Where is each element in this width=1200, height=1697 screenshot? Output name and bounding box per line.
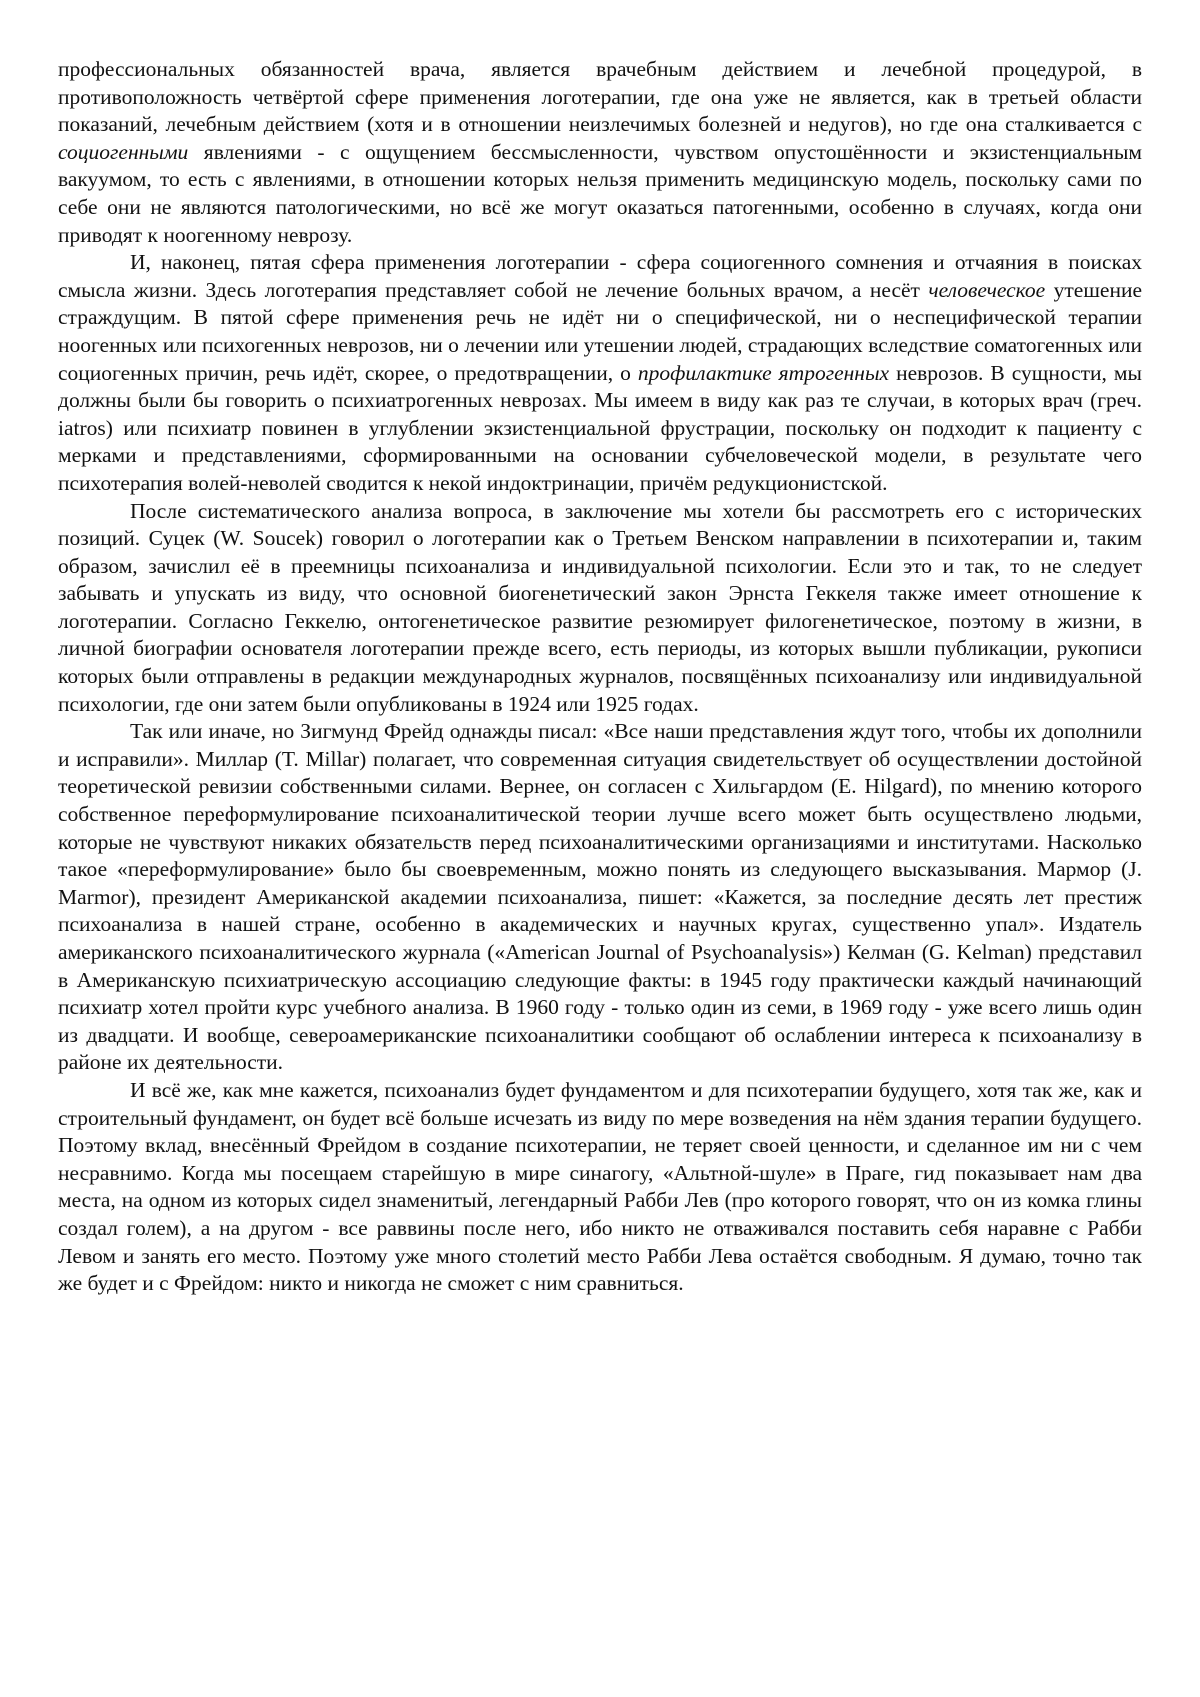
paragraph-text: неврозов. В сущности, мы должны были бы говорить о психиатрогенных неврозах. Мы имеем в виду как раз те случаи, в которых врач (греч. iatros) или психиатр повинен в углублении экзистенциальной фрустрации, поскольку он подходит к пациенту с мерками и представлениями, сформированными на основании субчеловеческой модели, в результате чего психотерапия волей-неволей сводится к некой индоктринации, причём редукционистской. <box>58 360 1142 495</box>
paragraph-text: После систематического анализа вопроса, в заключение мы хотели бы рассмотреть его с исторических позиций. Суцек (W. Soucek) говорил о логотерапии как о Третьем Венском направлении в психотерапии и, таким образом, зачислил её в преемницы психоанализа и индивидуальной психологии. Если это и так, то не следует забывать и упускать из виду, что основной биогенетический закон Эрнста Геккеля также имеет отношение к логотерапии. Согласно Геккелю, онтогенетическое развитие резюмирует филогенетическое, поэтому в жизни, в личной биографии основателя логотерапии прежде всего, есть периоды, из которых вышли публикации, рукописи которых были отправлены в редакции международных журналов, посвящённых психоанализу или индивидуальной психологии, где они затем были опубликованы в 1924 или 1925 годах. <box>58 498 1142 716</box>
paragraph-freud-revision <box>58 718 1142 1077</box>
paragraph-historical-positions <box>58 498 1142 719</box>
paragraph-emphasis: социогенными <box>58 139 189 164</box>
document-page <box>58 56 1142 1298</box>
paragraph-text: утешение страждущим. В пятой сфере применения речь не идёт ни о специфической, ни о неспецифической терапии ноогенных или психогенных неврозов, ни о лечении или утешении людей, страдающих вследствие соматогенных или социогенных причин, речь идёт, скорее, о предотвращении, о <box>58 277 1142 385</box>
paragraph-continuation-logotherapy-fourth-sphere <box>58 56 1142 249</box>
paragraph-text: И, наконец, пятая сфера применения логотерапии - сфера социогенного сомнения и отчаяния в поисках смысла жизни. Здесь логотерапия представляет собой не лечение больных врачом, а несёт <box>58 250 1142 302</box>
paragraph-text: Так или иначе, но Зигмунд Фрейд однажды писал: «Все наши представления ждут того, чтобы их дополнили и исправили». Миллар (T. Millar) полагает, что современная ситуация свидетельствует об осуществлении достойной теоретической ревизии собственными силами. Вернее, он согласен с Хильгардом (E. Hilgard), по мнению которого собственное переформулирование психоаналитической теории лучше всего может быть осуществлено людьми, которые не чувствуют никаких обязательств перед психоаналитическими организациями и институтами. Насколько такое «переформулирование» было бы своевременным, можно понять из следующего высказывания. Мармор (J. Marmor), президент Американской академии психоанализа, пишет: «Кажется, за последние десять лет престиж психоанализа в нашей стране, особенно в академических и научных кругах, существенно упал». Издатель американского психоаналитического журнала («American Journal of Psychoanalysis») Келман (G. Kelman) представил в Американскую психиатрическую ассоциацию следующие факты: в 1945 году практически каждый начинающий психиатр хотел пройти курс учебного анализа. В 1960 году - только один из семи, в 1969 году - уже всего лишь один из двадцати. И вообще, североамериканские психоаналитики сообщают об ослаблении интереса к психоанализу в районе их деятельности. <box>58 719 1142 1075</box>
paragraph-emphasis: профилактике ятрогенных <box>637 360 890 385</box>
paragraph-text: И всё же, как мне кажется, психоанализ будет фундаментом и для психотерапии будущего, хотя так же, как и строительный фундамент, он будет всё больше исчезать из виду по мере возведения на нём здания терапии будущего. Поэтому вклад, внесённый Фрейдом в создание психотерапии, не теряет своей ценности, и сделанное им ни с чем несравнимо. Когда мы посещаем старейшую в мире синагогу, «Альтной-шуле» в Праге, гид показывает нам два места, на одном из которых сидел знаменитый, легендарный Рабби Лев (про которого говорят, что он из комка глины создал голем), а на другом - все раввины после него, ибо никто не отваживался поставить себя наравне с Рабби Левом и занять его место. Поэтому уже много столетий место Рабби Лева остаётся свободным. Я думаю, точно так же будет и с Фрейдом: никто и никогда не сможет с ним сравниться. <box>58 1077 1142 1296</box>
paragraph-text: профессиональных обязанностей врача, является врачебным действием и лечебной процедурой, в противоположность четвёртой сфере применения логотерапии, где она уже не является, как в третьей области показаний, лечебным действием (хотя и в отношении неизлечимых болезней и недугов), но где она сталкивается с <box>58 57 1142 137</box>
paragraph-emphasis: человеческое <box>928 277 1046 302</box>
paragraph-psychoanalysis-foundation <box>58 1077 1142 1298</box>
paragraph-fifth-sphere <box>58 249 1142 497</box>
paragraph-text: явлениями - с ощущением бессмысленности, чувством опустошённости и экзистенциальным вакуумом, то есть с явлениями, в отношении которых нельзя применить медицинскую модель, поскольку сами по себе они не являются патологическими, но всё же могут оказаться патогенными, особенно в случаях, когда они приводят к ноогенному неврозу. <box>58 139 1142 247</box>
